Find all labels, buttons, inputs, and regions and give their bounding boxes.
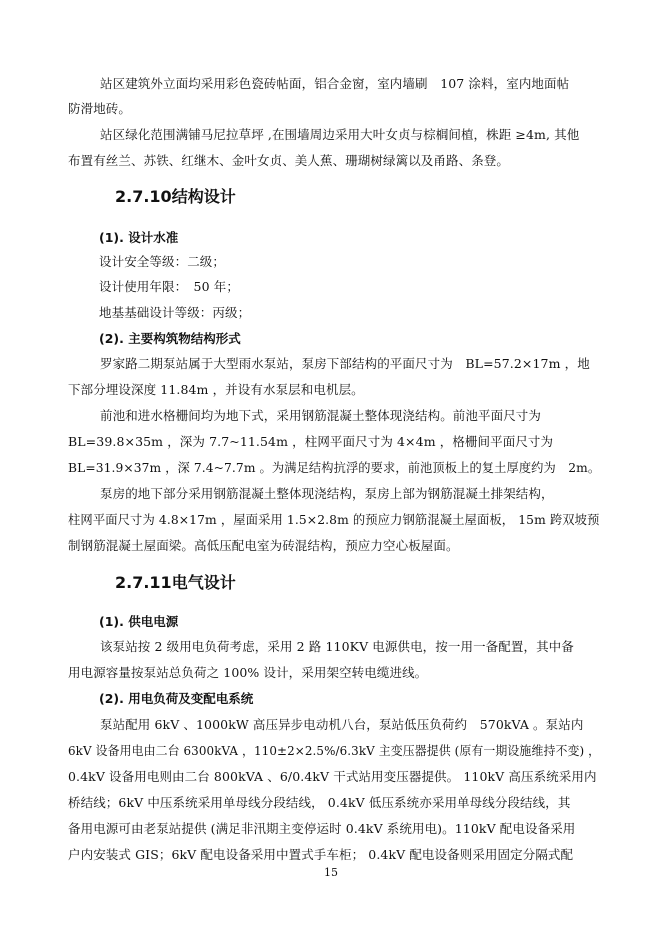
section-heading-electrical-design: 2.7.11电气设计: [115, 573, 236, 592]
paragraph-line: 罗家路二期泵站属于大型雨水泵站，泵房下部结构的平面尺寸为 BL=57.2×17m ，地: [100, 356, 590, 371]
paragraph-line: 该泵站按 2 级用电负荷考虑，采用 2 路 110KV 电源供电，按一用一备配置，其中备: [100, 639, 574, 654]
paragraph-line: 泵站配用 6kV 、1000kW 高压异步电动机八台，泵站低压负荷约 570kVA 。泵站内: [100, 717, 584, 732]
paragraph-line: 布置有丝兰、苏铁、红继木、金叶女贞、美人蕉、珊瑚树绿篱以及甬路、条登。: [68, 153, 510, 168]
paragraph-line: BL=39.8×35m ，深为 7.7~11.54m ，柱网平面尺寸为 4×4m ，格栅间平面尺寸为: [68, 434, 554, 449]
paragraph-line: 制钢筋混凝土屋面梁。高低压配电室为砖混结构，预应力空心板屋面。: [68, 538, 459, 553]
subheading-design-level: (1). 设计水准: [99, 230, 179, 245]
paragraph-line: 桥结线；6kV 中压系统采用单母线分段结线， 0.4kV 低压系统亦采用单母线分段结线，其: [68, 795, 571, 810]
subheading-power-source: (1). 供电电源: [99, 614, 179, 629]
paragraph-line: 前池和进水格栅间均为地下式，采用钢筋混凝土整体现浇结构。前池平面尺寸为: [100, 408, 542, 423]
paragraph-line: 防滑地砖。: [68, 101, 132, 116]
list-item: 地基基础设计等级：丙级；: [99, 305, 251, 320]
page-number: 15: [324, 866, 338, 879]
paragraph-line: 站区绿化范围满铺马尼拉草坪 ,在围墙周边采用大叶女贞与棕榈间植，株距 ≥4m, 其他: [100, 127, 580, 142]
paragraph-line: 柱网平面尺寸为 4.8×17m ，屋面采用 1.5×2.8m 的预应力钢筋混凝土屋面板， 15m 跨双坡预: [68, 512, 600, 527]
list-item: 设计使用年限： 50 年；: [99, 279, 239, 294]
subheading-main-structures: (2). 主要构筑物结构形式: [99, 331, 241, 346]
paragraph-line: 用电源容量按泵站总负荷之 100% 设计，采用架空转电缆进线。: [68, 665, 428, 680]
paragraph-line: 站区建筑外立面均采用彩色瓷砖帖面，铝合金窗，室内墙刷 107 涂料，室内地面帖: [100, 76, 570, 91]
paragraph-line: 0.4kV 设备用电则由二台 800kVA 、6/0.4kV 干式站用变压器提供。 110kV 高压系统采用内: [68, 769, 597, 784]
paragraph-line: 下部分埋设深度 11.84m ，并设有水泵层和电机层。: [68, 382, 364, 397]
paragraph-line: 备用电源可由老泵站提供 (满足非汛期主变停运时 0.4kV 系统用电)。110kV 配电设备采用: [68, 821, 576, 836]
list-item: 设计安全等级：二级；: [99, 254, 226, 269]
paragraph-line: 户内安装式 GIS；6kV 配电设备采用中置式手车柜； 0.4kV 配电设备则采用固定分隔式配: [68, 847, 574, 862]
paragraph-line: BL=31.9×37m ，深 7.4~7.7m 。为满足结构抗浮的要求，前池顶板上的复土厚度约为 2m。: [68, 460, 601, 475]
subheading-loads-and-distribution: (2). 用电负荷及变配电系统: [99, 691, 254, 706]
paragraph-line: 泵房的地下部分采用钢筋混凝土整体现浇结构，泵房上部为钢筋混凝土排架结构，: [100, 486, 554, 501]
section-heading-structural-design: 2.7.10结构设计: [115, 187, 236, 206]
paragraph-line: 6kV 设备用电由二台 6300kVA ，110±2×2.5%/6.3kV 主变压器提供 (原有一期设施维持不变) ，: [68, 743, 601, 758]
